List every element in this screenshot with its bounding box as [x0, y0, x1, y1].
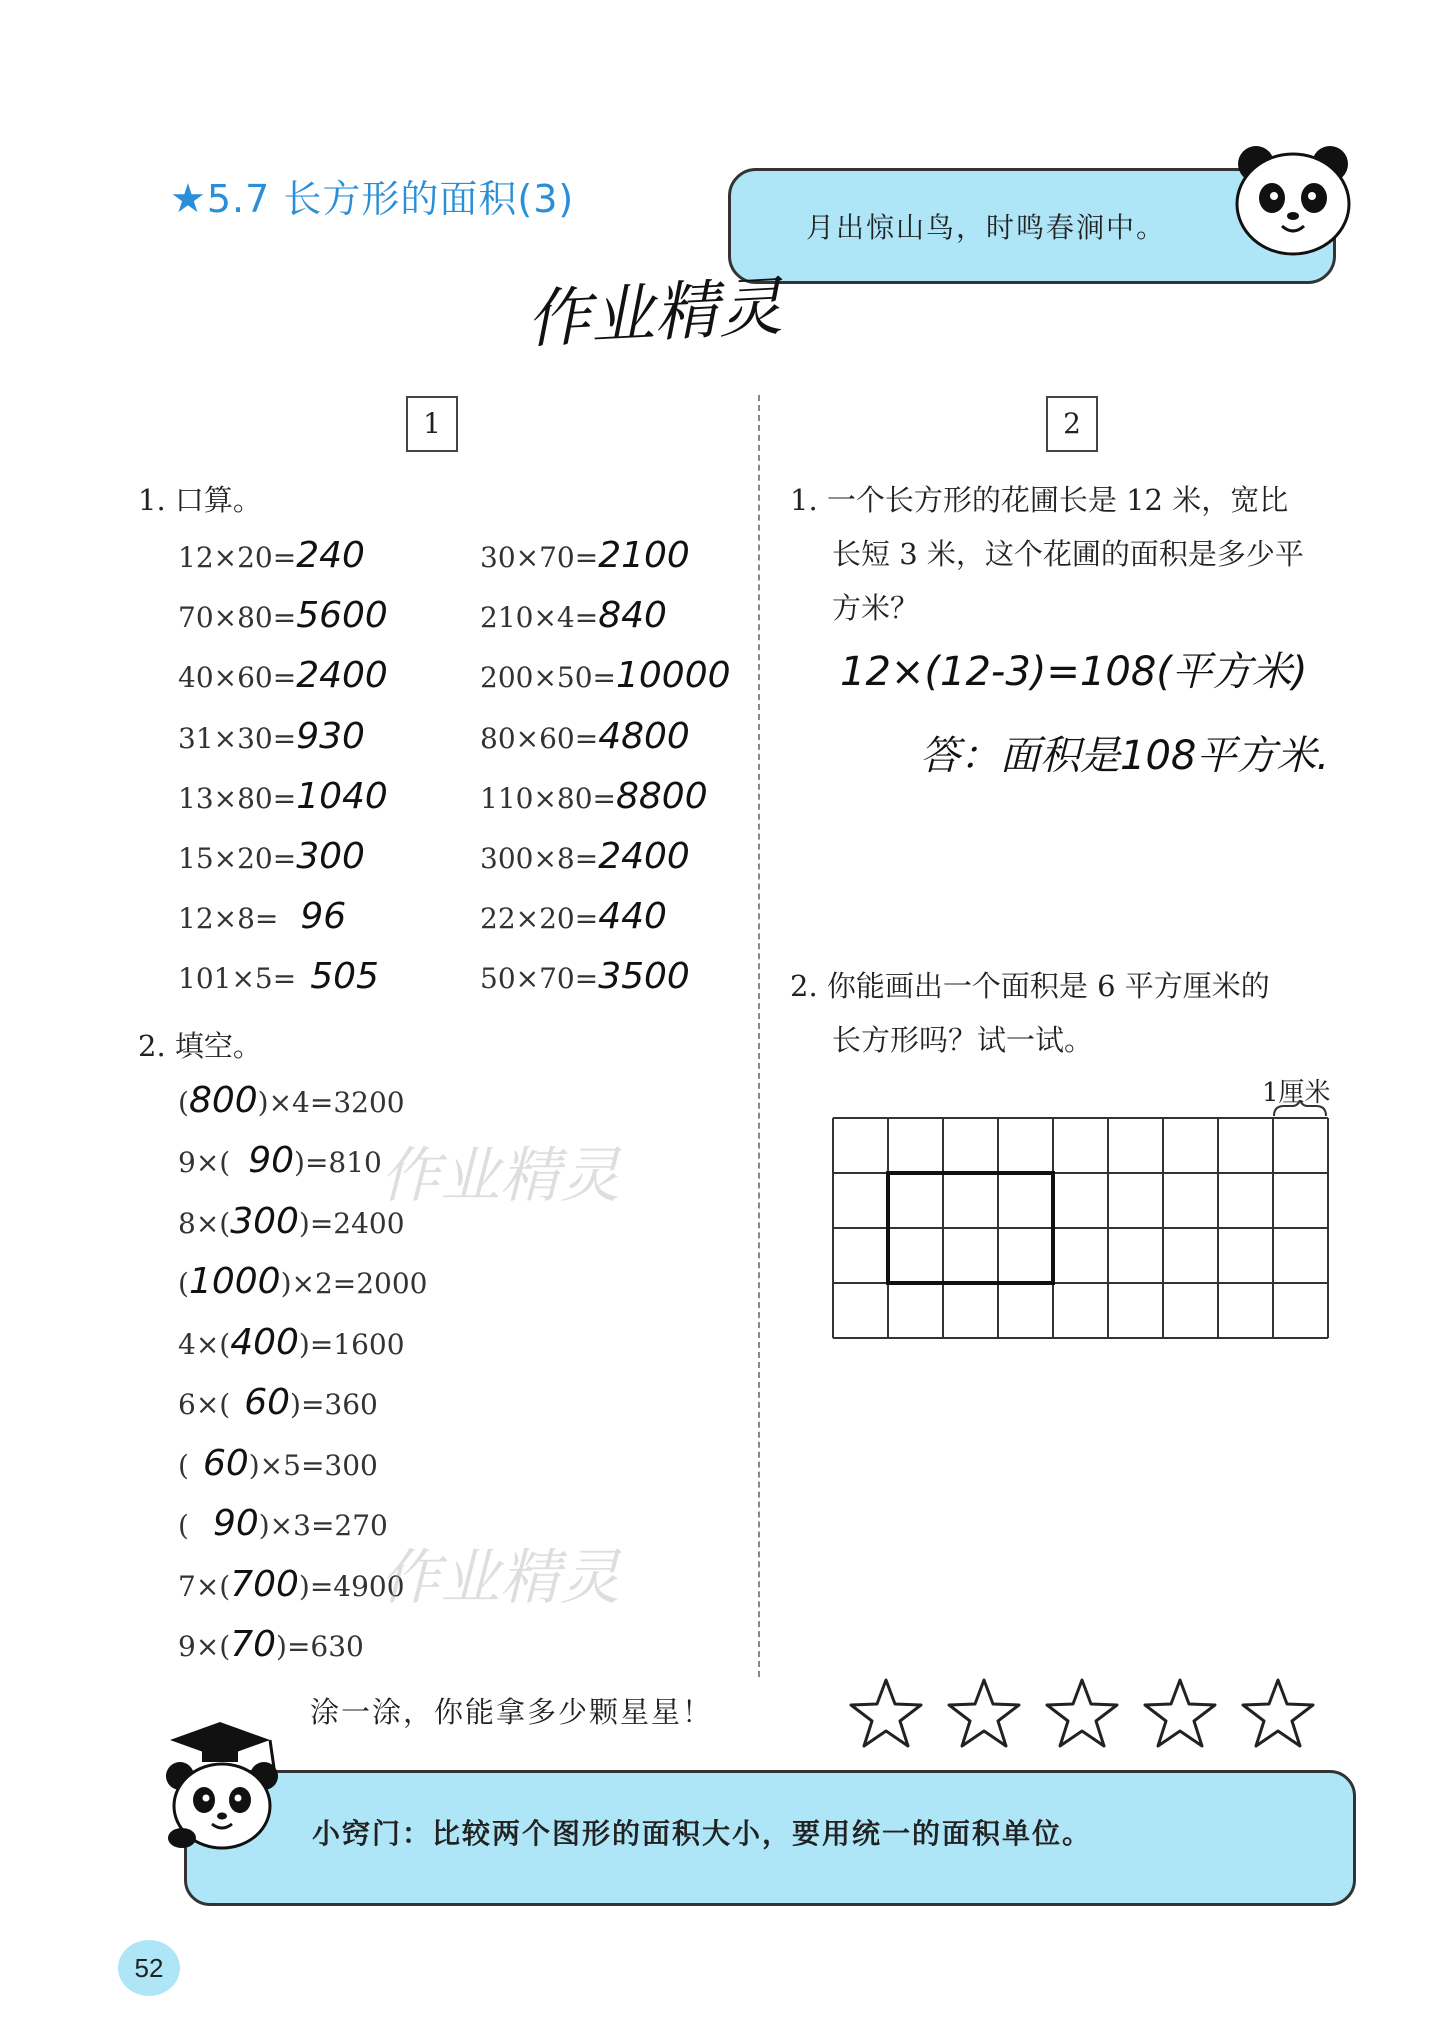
right-q2-line: 长方形吗？试一试。	[832, 1023, 1094, 1057]
rating-stars	[848, 1676, 1338, 1754]
column-divider	[758, 395, 760, 1677]
calc-row: 15×20=300	[178, 836, 365, 877]
rating-star-icon[interactable]	[946, 1676, 1022, 1750]
section-box-1: 1	[406, 396, 458, 452]
calc-row: 31×30=930	[178, 716, 365, 757]
title-text: 5.7 长方形的面积(3)	[206, 177, 575, 221]
calc-row: 101×5= 505	[178, 956, 379, 997]
fill-row: ( 90)×3=270	[178, 1503, 388, 1544]
right-q1-line: 1. 一个长方形的花圃长是 12 米，宽比	[790, 483, 1289, 517]
calc-row: 12×8= 96	[178, 896, 347, 937]
right-q1-line: 方米？	[832, 591, 920, 625]
calc-row: 110×80=8800	[480, 776, 708, 817]
fill-row: 6×( 60)=360	[178, 1382, 378, 1423]
fill-row: (800)×4=3200	[178, 1080, 405, 1121]
page-number: 52	[118, 1940, 180, 1996]
calc-row: 210×4=840	[480, 595, 667, 636]
fill-row: 4×(400)=1600	[178, 1322, 405, 1363]
tip-text: 小窍门：比较两个图形的面积大小，要用统一的面积单位。	[312, 1817, 1093, 1850]
stars-prompt: 涂一涂，你能拿多少颗星星！	[310, 1695, 714, 1729]
calc-row: 13×80=1040	[178, 776, 388, 817]
left-q2-title: 2. 填空。	[138, 1029, 262, 1063]
calc-row: 200×50=10000	[480, 655, 731, 696]
watermark: 作业精灵	[380, 1543, 620, 1613]
left-q1-title: 1. 口算。	[138, 483, 262, 517]
fill-row: 7×(700)=4900	[178, 1564, 405, 1605]
fill-row: ( 60)×5=300	[178, 1443, 378, 1484]
calc-row: 12×20=240	[178, 535, 365, 576]
q1-work: 12×(12-3)=108(平方米)	[840, 649, 1308, 695]
page-title	[170, 168, 574, 223]
fill-row: 9×(70)=630	[178, 1624, 364, 1665]
calc-row: 50×70=3500	[480, 956, 690, 997]
calc-row: 40×60=2400	[178, 655, 388, 696]
rating-star-icon[interactable]	[848, 1676, 924, 1750]
calc-row: 80×60=4800	[480, 716, 690, 757]
motto-text: 月出惊山鸟，时鸣春涧中。	[806, 211, 1167, 244]
rating-star-icon[interactable]	[1240, 1676, 1316, 1750]
watermark: 作业精灵	[380, 1141, 620, 1211]
section-box-2: 2	[1046, 396, 1098, 452]
graduate-panda-icon	[150, 1710, 300, 1860]
grid-scale-label: 1厘米	[1262, 1078, 1331, 1108]
fill-row: (1000)×2=2000	[178, 1261, 428, 1302]
right-q2-line: 2. 你能画出一个面积是 6 平方厘米的	[790, 969, 1270, 1003]
calc-row: 300×8=2400	[480, 836, 690, 877]
calc-row: 30×70=2100	[480, 535, 690, 576]
rating-star-icon[interactable]	[1044, 1676, 1120, 1750]
calc-row: 70×80=5600	[178, 595, 388, 636]
handwritten-brand: 作业精灵	[524, 270, 785, 358]
q1-answer: 答：面积是108平方米.	[920, 733, 1330, 779]
rating-star-icon[interactable]	[1142, 1676, 1218, 1750]
panda-icon	[1228, 140, 1358, 260]
right-q1-line: 长短 3 米，这个花圃的面积是多少平	[832, 537, 1304, 571]
title-star-icon: ★	[170, 176, 207, 222]
fill-row: 8×(300)=2400	[178, 1201, 405, 1242]
square-grid	[832, 1117, 1332, 1341]
fill-row: 9×( 90)=810	[178, 1140, 382, 1181]
calc-row: 22×20=440	[480, 896, 667, 937]
